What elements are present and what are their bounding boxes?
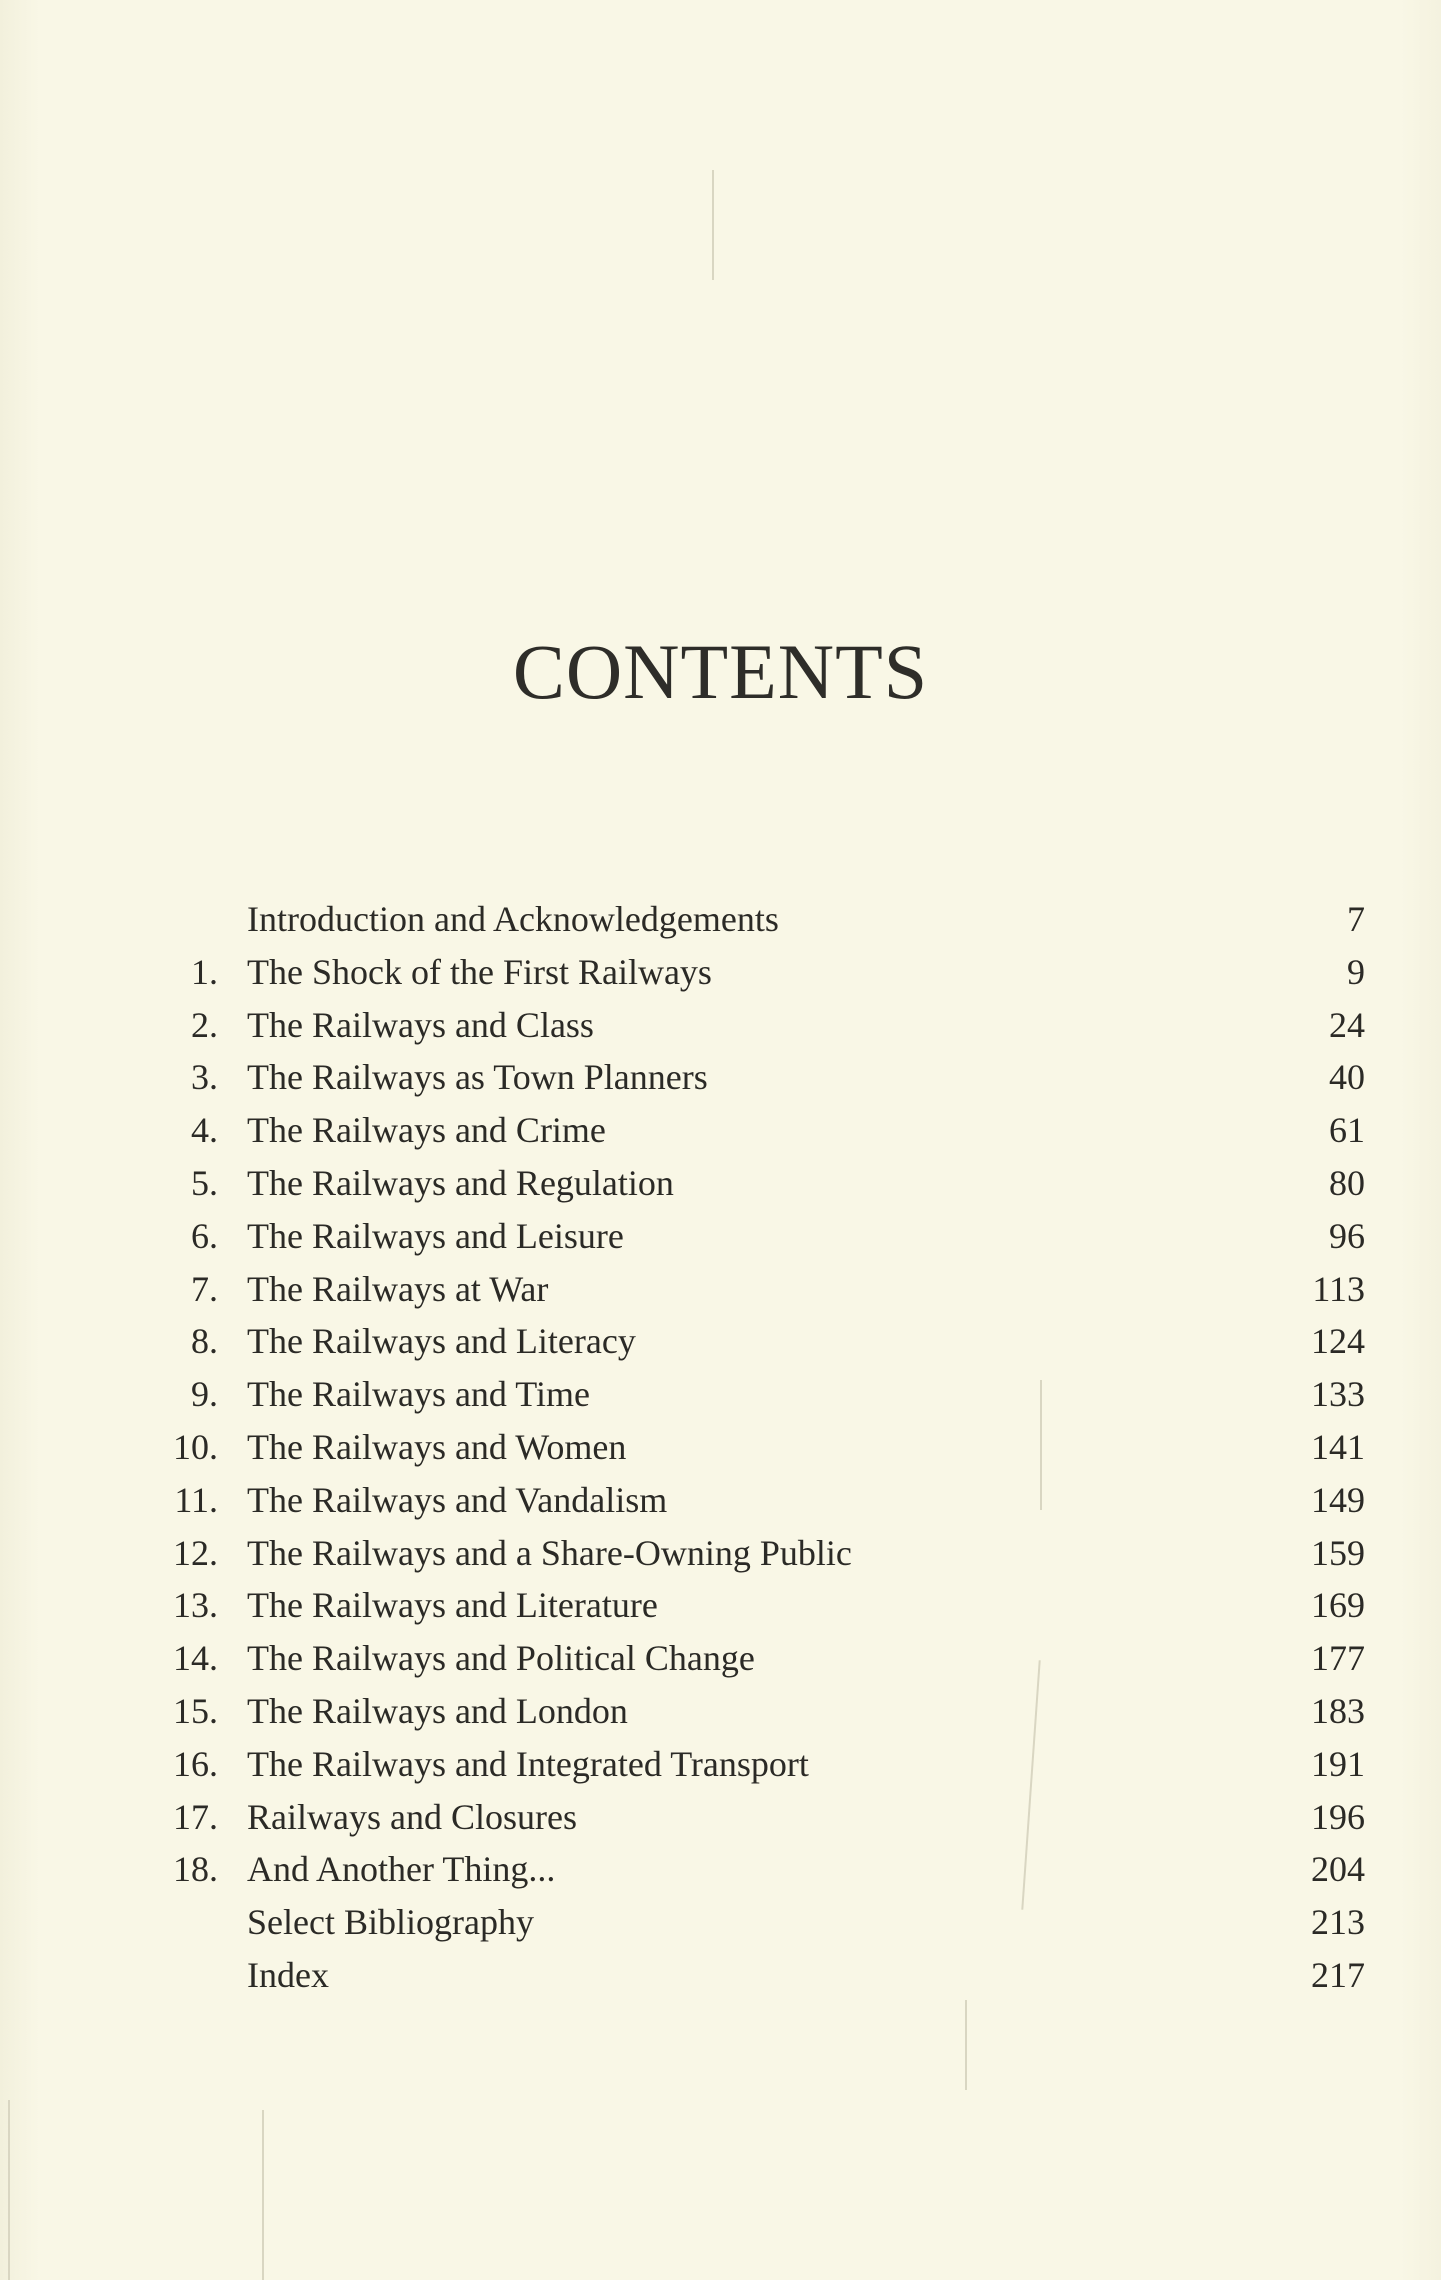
toc-entry — [130, 1368, 1365, 1421]
toc-entry — [130, 1263, 1365, 1316]
toc-entry — [130, 1104, 1365, 1157]
toc-entry-title: Select Bibliography — [247, 1902, 534, 1943]
toc-entry — [130, 1949, 1365, 2002]
toc-entry-page-number: 7 — [1347, 899, 1365, 939]
toc-entry-number: 12. — [173, 1532, 218, 1573]
toc-entry-title: The Railways at War — [247, 1268, 549, 1309]
toc-entry-page-number: 124 — [1311, 1321, 1365, 1362]
toc-entry — [130, 1791, 1365, 1844]
toc-entry — [130, 1210, 1365, 1263]
toc-entry-page-number: 169 — [1311, 1585, 1365, 1626]
toc-entry-number: 14. — [173, 1638, 218, 1679]
scan-artifact-line — [262, 2110, 264, 2280]
toc-entry — [130, 1738, 1365, 1791]
toc-entry-page-number: 80 — [1329, 1162, 1365, 1203]
toc-entry-page-number: 191 — [1311, 1743, 1365, 1784]
toc-entry-title: The Railways and Leisure — [247, 1215, 624, 1256]
scan-artifact-line — [712, 170, 714, 280]
toc-entry-title: The Railways and Regulation — [247, 1162, 674, 1203]
toc-entry-title: Railways and Closures — [247, 1796, 577, 1837]
toc-entry-number: 6. — [191, 1215, 218, 1256]
toc-entry-page-number: 24 — [1329, 1004, 1365, 1045]
toc-entry-page-number: 133 — [1311, 1374, 1365, 1415]
toc-entry-title: The Railways and Crime — [247, 1110, 606, 1151]
toc-entry-title: And Another Thing... — [247, 1849, 556, 1890]
toc-entry-page-number: 96 — [1329, 1215, 1365, 1256]
toc-entry-title: The Railways and Integrated Transport — [247, 1743, 809, 1784]
toc-entry — [130, 1527, 1365, 1580]
toc-entry — [130, 1157, 1365, 1210]
toc-entry-title: The Railways and Political Change — [247, 1638, 755, 1679]
toc-entry — [130, 1896, 1365, 1949]
toc-entry-page-number: 113 — [1312, 1268, 1365, 1309]
toc-entry-number: 2. — [191, 1004, 218, 1045]
toc-entry — [130, 1474, 1365, 1527]
toc-entry-page-number: 141 — [1311, 1426, 1365, 1467]
toc-entry-page-number: 183 — [1311, 1690, 1365, 1731]
toc-entry — [130, 946, 1365, 999]
toc-entry — [130, 999, 1365, 1052]
toc-entry-page-number: 213 — [1311, 1902, 1365, 1943]
toc-entry — [130, 1685, 1365, 1738]
toc-entry-number: 8. — [191, 1321, 218, 1362]
toc-entry-page-number: 204 — [1311, 1849, 1365, 1890]
toc-entry-title: The Shock of the First Railways — [247, 951, 712, 992]
contents-heading: CONTENTS — [512, 628, 929, 716]
toc-entry — [130, 1051, 1365, 1104]
toc-entry — [130, 1421, 1365, 1474]
toc-entry-number: 11. — [174, 1479, 218, 1520]
toc-entry-page-number: 61 — [1329, 1110, 1365, 1151]
toc-entry-page-number: 149 — [1311, 1479, 1365, 1520]
toc-entry-page-number: 40 — [1329, 1057, 1365, 1098]
toc-entry-number: 15. — [173, 1690, 218, 1731]
toc-entry-title: Index — [247, 1954, 329, 1995]
toc-entry-number: 18. — [173, 1849, 218, 1890]
toc-entry-title: The Railways and London — [247, 1690, 628, 1731]
toc-entry-number: 7. — [191, 1268, 218, 1309]
toc-entry-title: The Railways and Literacy — [247, 1321, 636, 1362]
toc-entry-title: The Railways and Class — [247, 1004, 594, 1045]
toc-entry-title: The Railways and Time — [247, 1374, 590, 1415]
toc-entry-number: 13. — [173, 1585, 218, 1626]
toc-entry-number: 1. — [191, 951, 218, 992]
toc-entry-number: 16. — [173, 1743, 218, 1784]
toc-entry — [130, 1579, 1365, 1632]
toc-entry — [130, 1632, 1365, 1685]
toc-entry — [130, 1315, 1365, 1368]
toc-entry-title: The Railways as Town Planners — [247, 1057, 708, 1098]
scan-artifact-line — [8, 2100, 10, 2280]
toc-entry-number: 10. — [173, 1426, 218, 1467]
toc-entry-number: 3. — [191, 1057, 218, 1098]
toc-entry-page-number: 9 — [1347, 951, 1365, 992]
toc-entry-number: 5. — [191, 1162, 218, 1203]
toc-entry-page-number: 217 — [1311, 1954, 1365, 1995]
toc-entry-title: The Railways and Women — [247, 1426, 627, 1467]
toc-entry-title: Introduction and Acknowledgements — [247, 899, 779, 939]
toc-entry-page-number: 177 — [1311, 1638, 1365, 1679]
toc-entry-number: 17. — [173, 1796, 218, 1837]
toc-entry — [130, 1843, 1365, 1896]
scan-artifact-line — [965, 2000, 967, 2090]
toc-entry-title: The Railways and Vandalism — [247, 1479, 668, 1520]
toc-entry-title: The Railways and Literature — [247, 1585, 658, 1626]
toc-entry-number: 4. — [191, 1110, 218, 1151]
toc-entry-number: 9. — [191, 1374, 218, 1415]
toc-entry — [130, 893, 1365, 946]
toc-entry-page-number: 196 — [1311, 1796, 1365, 1837]
toc-entry-page-number: 159 — [1311, 1532, 1365, 1573]
table-of-contents — [130, 893, 1365, 2002]
toc-entry-title: The Railways and a Share-Owning Public — [247, 1532, 852, 1573]
